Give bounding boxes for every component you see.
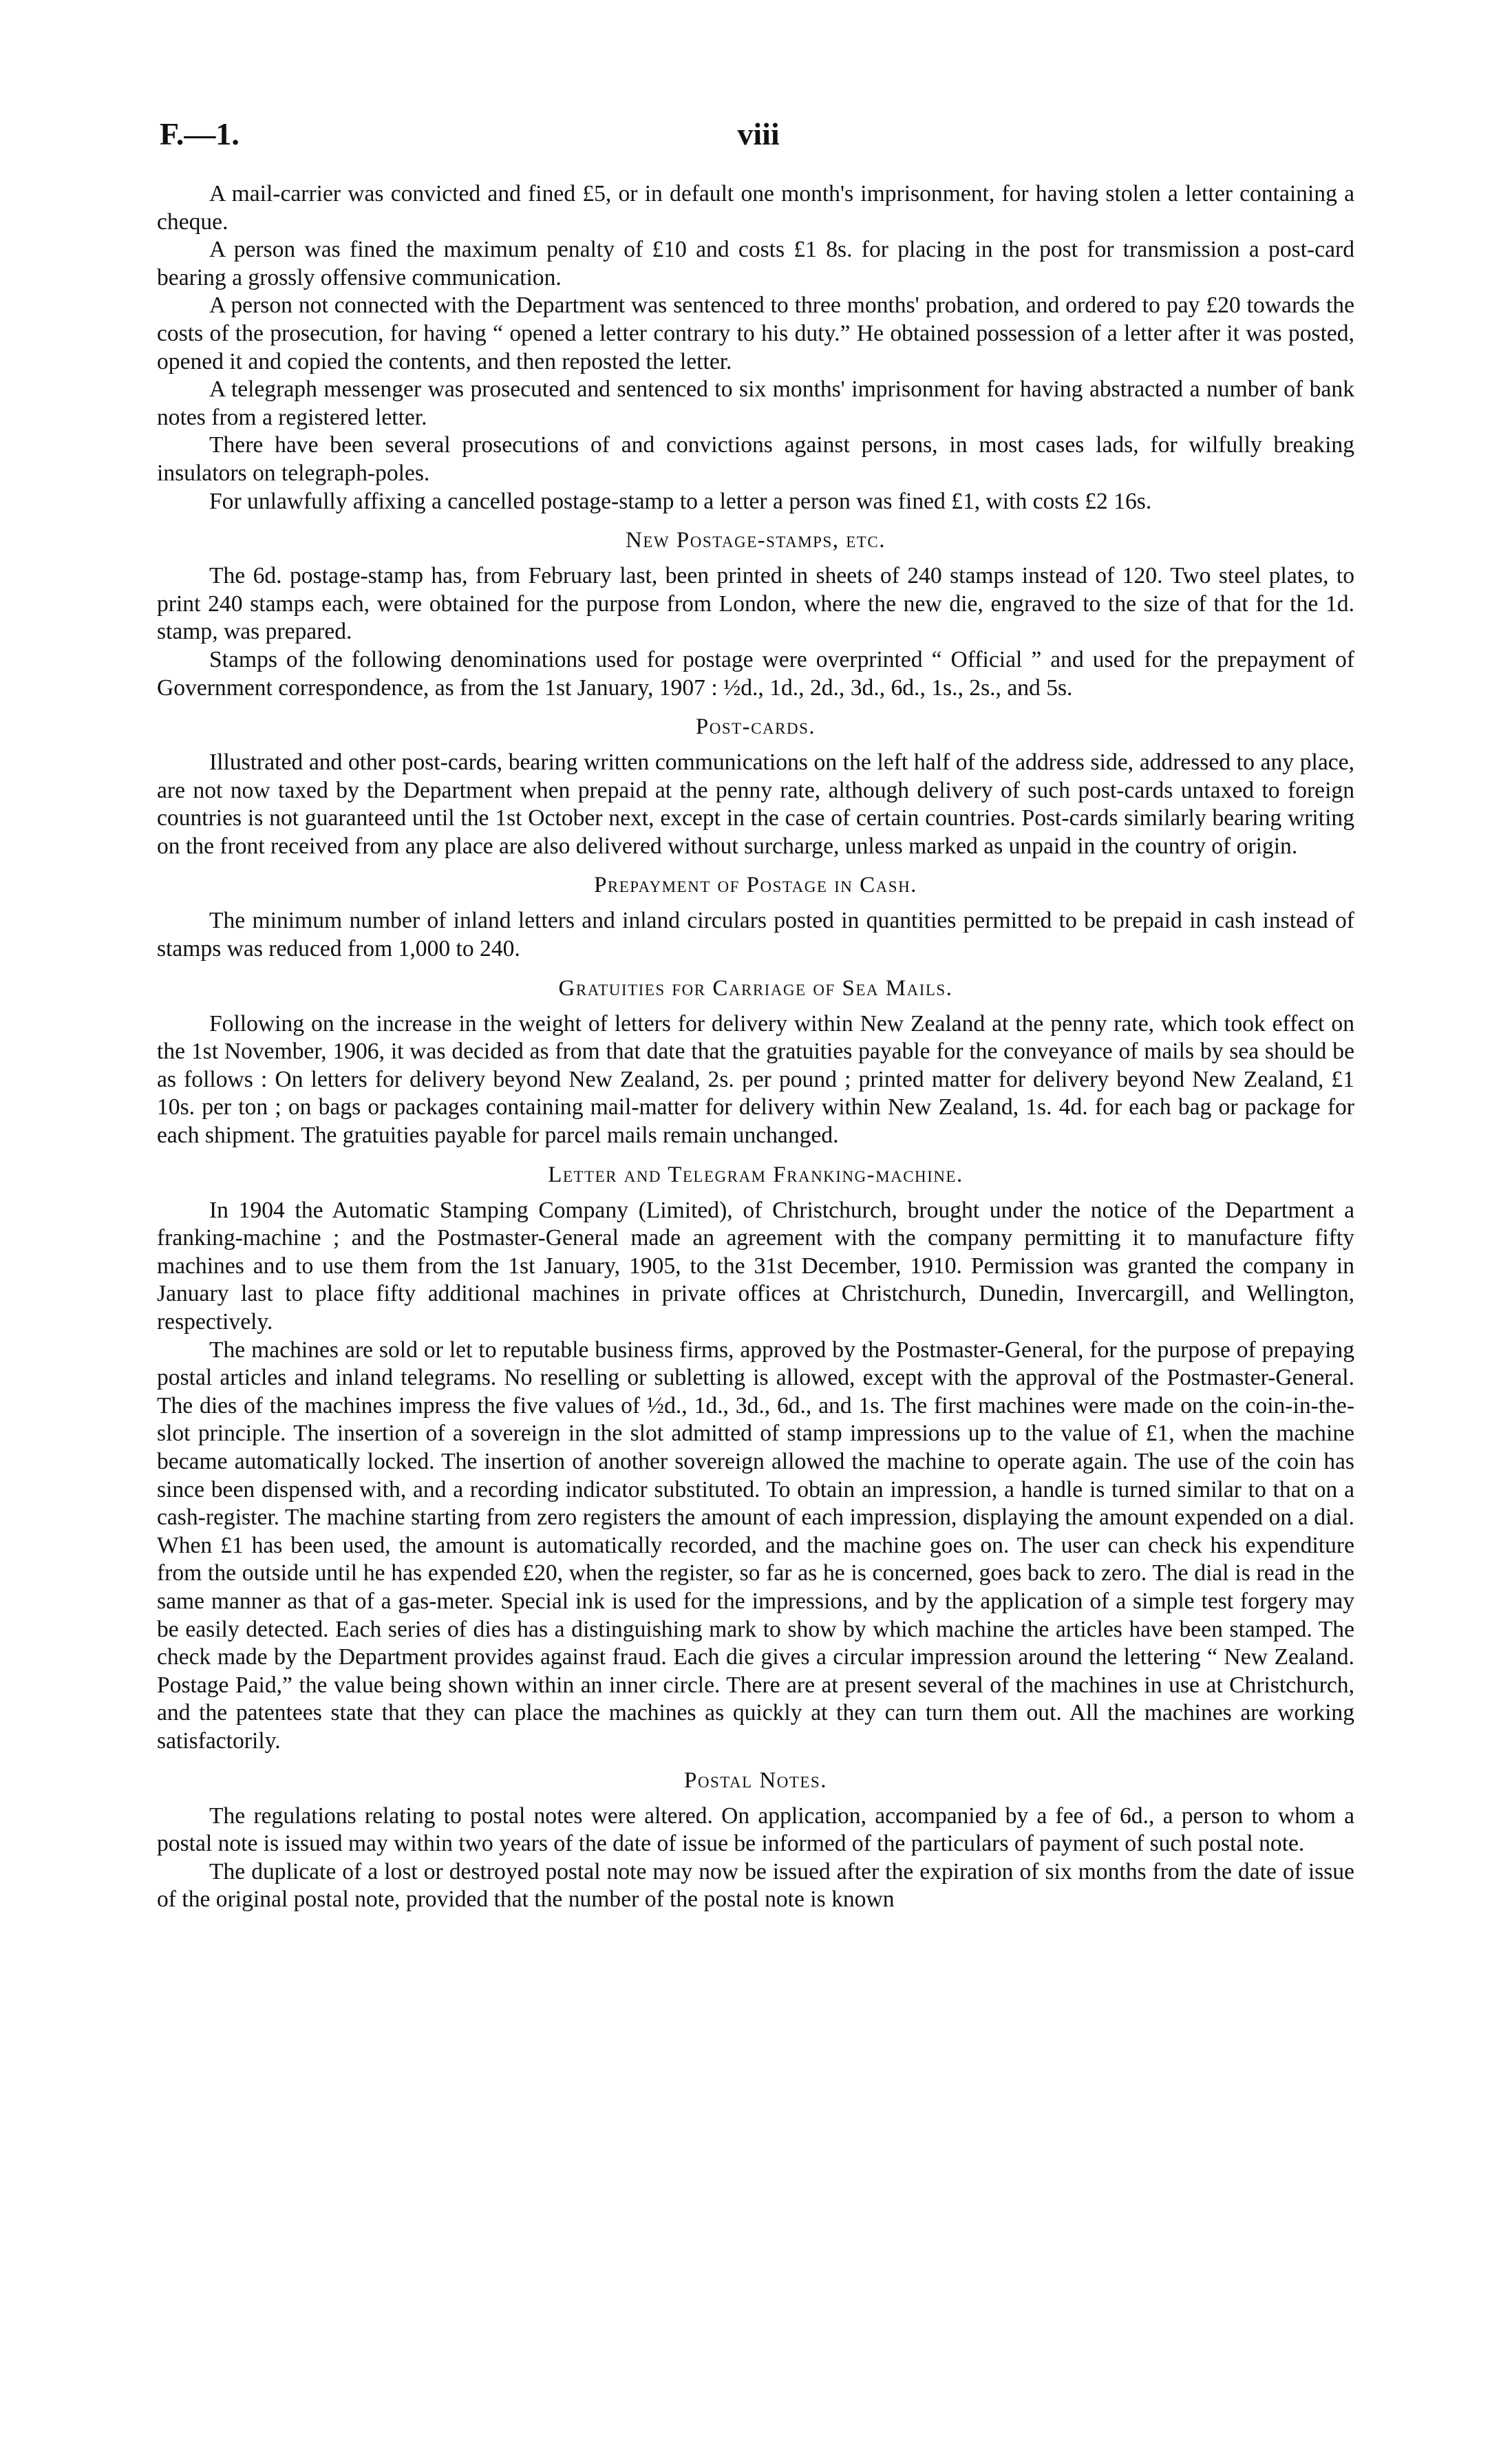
paragraph: The duplicate of a lost or destroyed postal note may now be issued after the expiration of six months from the date of issue of the original postal note, provided that the number of the postal note is known [157, 1858, 1354, 1913]
section-heading: Postal Notes. [684, 1767, 827, 1793]
section-post-cards [157, 713, 1354, 860]
paragraph: The machines are sold or let to reputable business firms, approved by the Postmaster-General, for the purpose of prepaying postal articles and inland telegrams. No reselling or subletting is allowed, except with the approval of the Postmaster-General. The dies of the machines impress the five values of ½d., 1d., 3d., 6d., and 1s. The first machines were made on the coin-in-the-slot principle. The insertion of a sovereign in the slot admitted of stamp impressions up to the value of £1, when the machine became automatically locked. The insertion of another sovereign allowed the machine to operate again. The use of the coin has since been dispensed with, and a recording indicator substituted. To obtain an impression, a handle is turned similar to that on a cash-register. The machine starting from zero registers the amount of each impression, displaying the amount expended on a dial. When £1 has been used, the amount is automatically recorded, and the machine goes on. The user can check his expenditure from the outside until he has expended £20, when the register, so far as he is concerned, goes back to zero. The dial is read in the same manner as that of a gas-meter. Special ink is used for the impressions, and by the application of a simple test forgery may be easily detected. Each series of dies has a distinguishing mark to show by which machine the articles have been stamped. The check made by the Department provides against fraud. Each die gives a circular impression around the lettering “ New Zealand. Postage Paid,” the value being shown within an inner circle. There are at present several of the machines in use at Christchurch, and the patentees state that they can place the machines as quickly at they can turn them out. All the machines are working satisfactorily. [157, 1337, 1354, 1754]
paragraph: The 6d. postage-stamp has, from February last, been printed in sheets of 240 stamps instead of 120. Two steel plates, to print 240 stamps each, were obtained for the purpose from London, where the new die, engraved to the size of that for the 1d. stamp, was prepared. [157, 563, 1354, 645]
paragraph: The minimum number of inland letters and inland circulars posted in quantities permitted to be prepaid in cash instead of stamps was reduced from 1,000 to 240. [157, 908, 1354, 962]
section-franking-machine [157, 1161, 1354, 1756]
paragraph: For unlawfully affixing a cancelled postage-stamp to a letter a person was fined £1, with costs £2 16s. [209, 488, 1152, 514]
section-postal-notes [157, 1767, 1354, 1914]
section-sea-mails-gratuities [157, 975, 1354, 1150]
paragraph: A person was fined the maximum penalty of £10 and costs £1 8s. for placing in the post for transmission a post-card bearing a grossly offensive communication. [157, 237, 1354, 290]
section-heading: New Postage-stamps, etc. [626, 528, 886, 553]
page-header [160, 116, 1357, 157]
section-prosecutions [157, 180, 1354, 516]
paragraph: The regulations relating to postal notes were altered. On application, accompanied by a fee of 6d., a person to whom a postal note is issued may within two years of the date of issue be informed of the particulars of payment of such postal note. [157, 1803, 1354, 1857]
section-heading: Post-cards. [695, 714, 816, 740]
page-body [157, 180, 1354, 1914]
paragraph: A person not connected with the Department was sentenced to three months' probation, and ordered to pay £20 towards the costs of the prosecution, for having “ opened a letter contrary to his duty.” He obtained possession of a letter after it was posted, opened it and copied the contents, and then reposted the letter. [157, 293, 1354, 374]
paragraph: Stamps of the following denominations used for postage were overprinted “ Official ” and used for the prepayment of Government correspondence, as from the 1st January, 1907 : ½d., 1d., 2d., 3d., 6d., 1s., 2s., and 5s. [157, 646, 1354, 701]
paragraph: A telegraph messenger was prosecuted and sentenced to six months' imprisonment for having abstracted a number of bank notes from a registered letter. [157, 376, 1354, 430]
paragraph: Illustrated and other post-cards, bearing written communications on the left half of the address side, addressed to any place, are not now taxed by the Department when prepaid at the penny rate, although delivery of such post-cards untaxed to foreign countries is not guaranteed until the 1st October next, except in the case of certain countries. Post-cards similarly bearing writing on the front received from any place are also delivered without surcharge, unless marked as unpaid in the country of origin. [157, 750, 1354, 859]
paragraph: Following on the increase in the weight of letters for delivery within New Zealand at the penny rate, which took effect on the 1st November, 1906, it was decided as from that date that the gratuities payable for the conveyance of mails by sea should be as follows : On letters for delivery beyond New Zealand, 2s. per pound ; printed matter for delivery beyond New Zealand, £1 10s. per ton ; on bags or packages containing mail-matter for delivery within New Zealand, 1s. 4d. for each bag or package for each shipment. The gratuities payable for parcel mails remain unchanged. [157, 1010, 1354, 1149]
paragraph: In 1904 the Automatic Stamping Company (Limited), of Christchurch, brought under the notice of the Department a franking-machine ; and the Postmaster-General made an agreement with the company permitting it to manufacture fifty machines and to use them from the 1st January, 1905, to the 31st December, 1910. Permission was granted the company in January last to place fifty additional machines in private offices at Christchurch, Dunedin, Invercargill, and Wellington, respectively. [157, 1197, 1354, 1335]
section-heading: Letter and Telegram Franking-machine. [548, 1162, 963, 1187]
paragraph: There have been several prosecutions of and convictions against persons, in most cases lads, for wilfully breaking insulators on telegraph-poles. [157, 432, 1354, 486]
section-heading: Gratuities for Carriage of Sea Mails. [558, 975, 953, 1001]
section-prepayment-in-cash [157, 871, 1354, 963]
section-new-postage-stamps [157, 527, 1354, 702]
page-number: viii [737, 116, 780, 151]
document-reference: F.—1. [160, 116, 239, 151]
paragraph: A mail-carrier was convicted and fined £5, or in default one month's imprisonment, for having stolen a letter containing a cheque. [157, 181, 1354, 235]
section-heading: Prepayment of Postage in Cash. [594, 873, 917, 898]
